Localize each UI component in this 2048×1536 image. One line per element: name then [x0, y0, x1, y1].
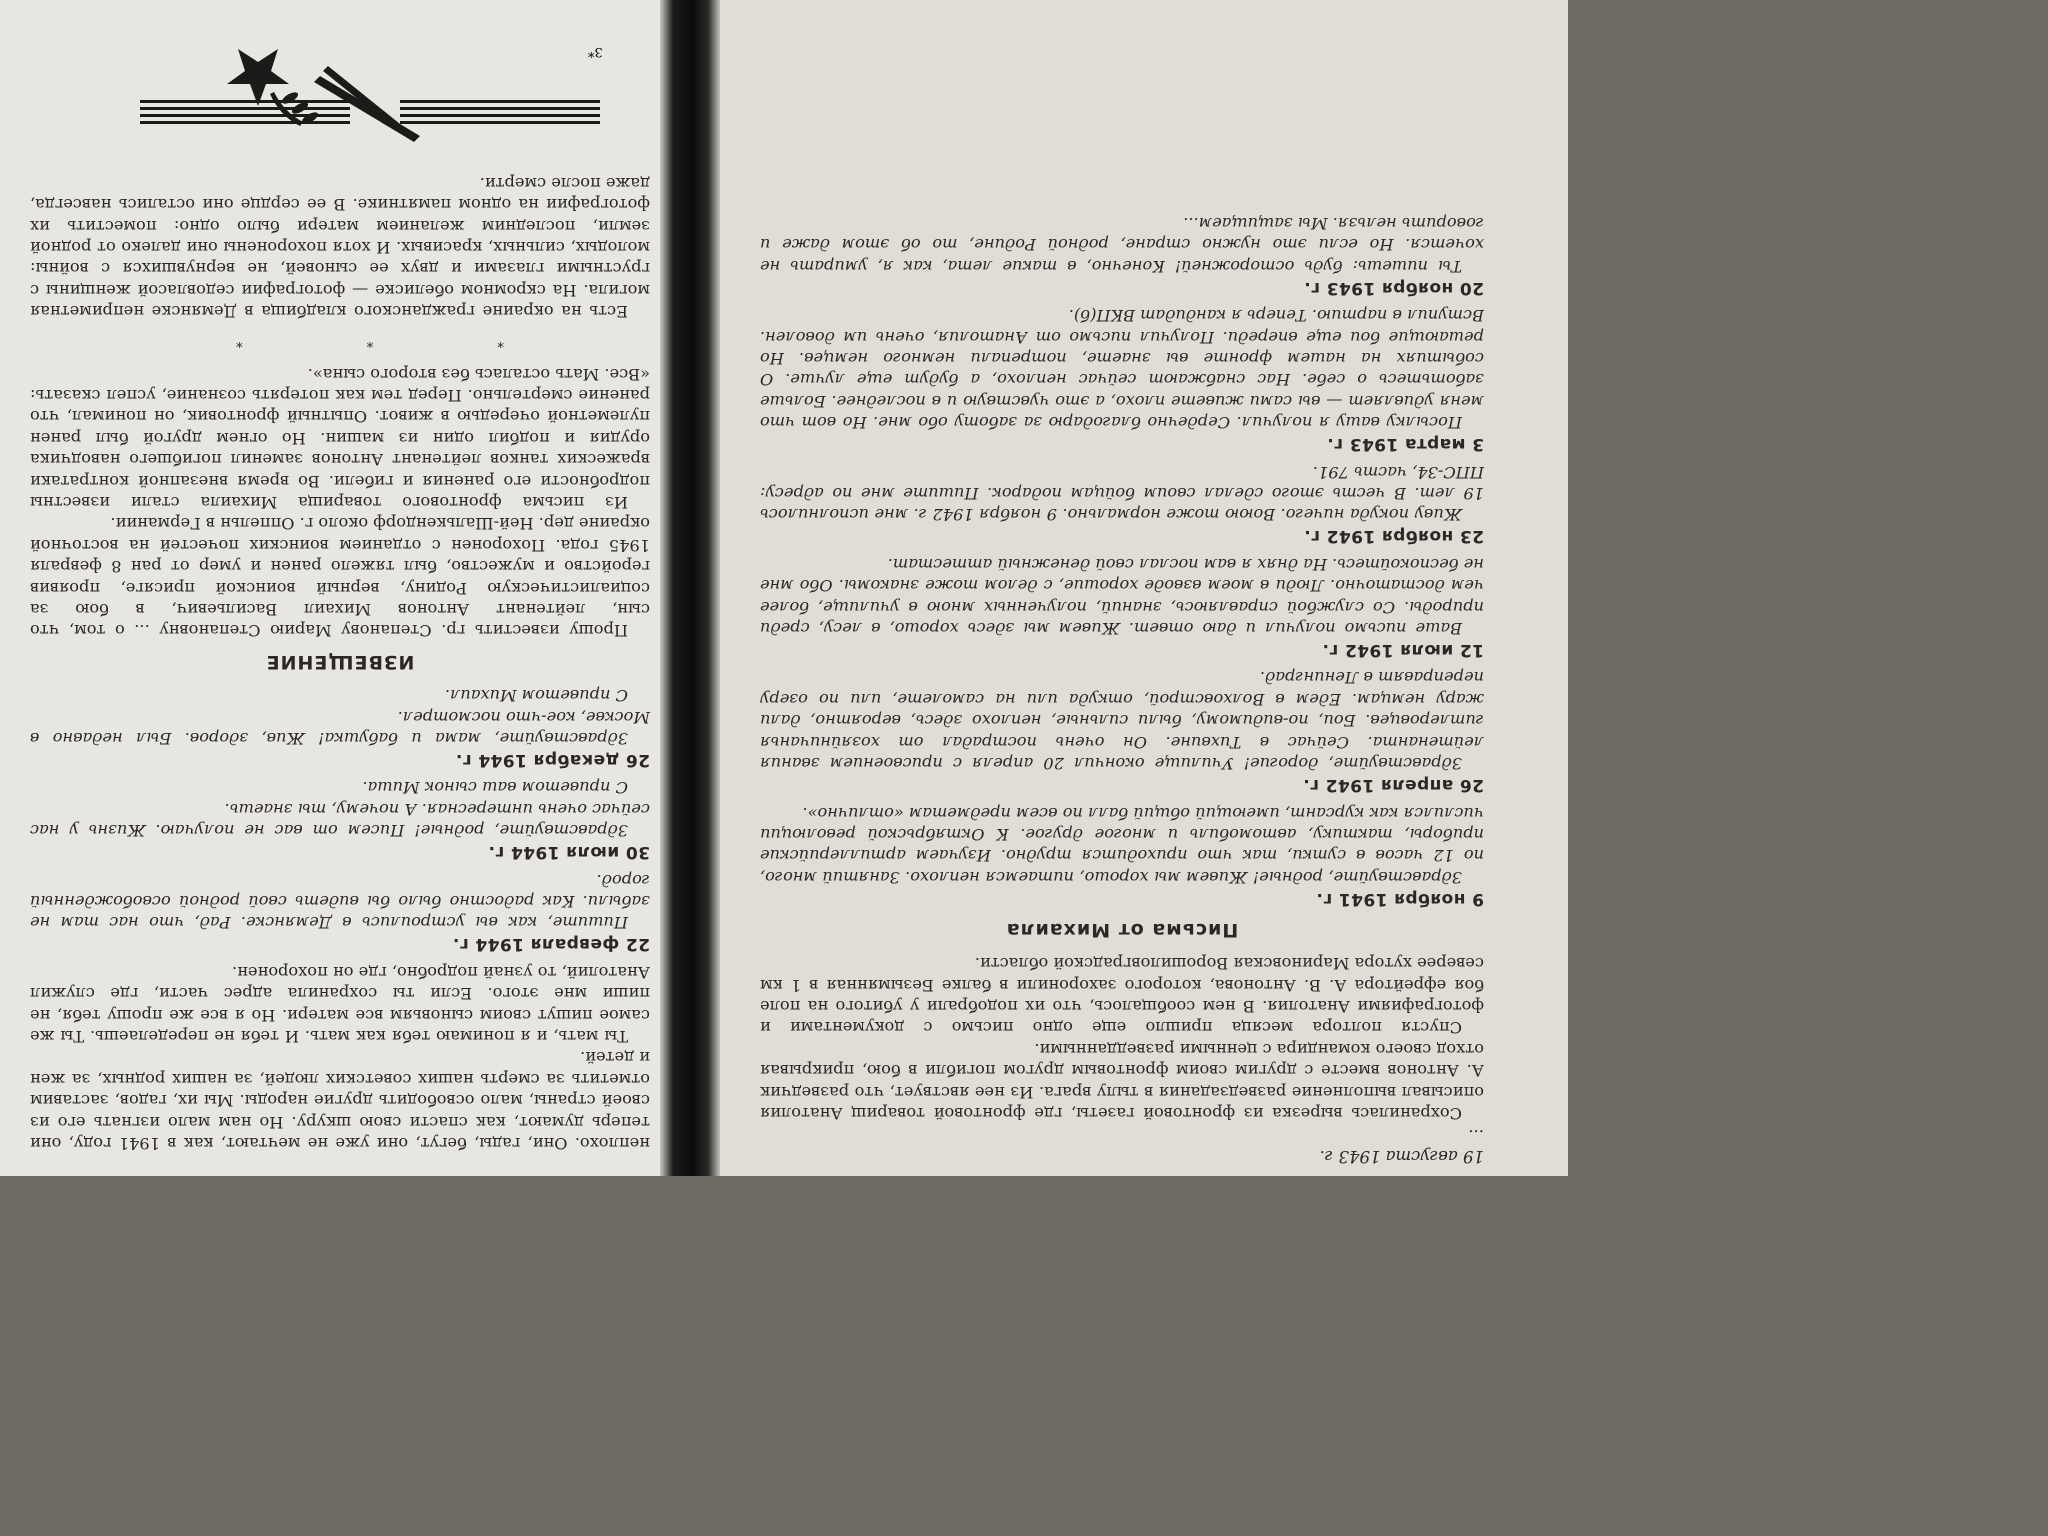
section-divider-stars: * * *	[176, 334, 504, 350]
letter-text: Здравствуйте, родные! Писем от вас не получаю. Жизнь у нас сейчас очень интересная. А почему, ты знаешь.	[30, 799, 650, 841]
letter-text: Ваше письмо получил и даю ответ. Живем мы здесь хорошо, в лесу, среди природы. Со службой справляюсь, знаний, полученных мною в училище, более чем достаточно. Люди в моем взводе хорошие, с делом тоже знакомы. Обо мне не беспокойтесь. На днях я вам послал свой денежный аттестат.	[760, 554, 1484, 639]
right-page-content	[720, 0, 1568, 1176]
left-top-para-1: неплохо. Они, гады, бегут, они уже не мечтают, как в 1941 году, они теперь думают, как спасти свою шкуру. Но нам мало изгнать его из своей страны, мало освободить другие народы. Мы их, гадов, заставим отметить за смерть наших советских людей, за наших родных, за жен и детей.	[30, 1048, 650, 1153]
right-para-1: Сохранилась вырезка из фронтовой газеты, где фронтовой товарищ Анатолия описывал выполнение разведзадания в тылу врага. Из нее явствует, что разведчик А. Антонов вместе с другим своим фронтовым другом погибли в бою, прикрывая отход своего командира с ценными разведданными.	[760, 1039, 1484, 1123]
letter-text: Живу покуда ничего. Воюю тоже нормально. 9 ноября 1942 г. мне исполнилось 19 лет. В честь этого сделал своим бойцам подарок. Пишите мне по адресу: ППС-34, часть 791.	[760, 462, 1484, 525]
letter-date: 9 ноября 1941 г.	[1316, 888, 1484, 909]
letter-date: 26 апреля 1942 г.	[1302, 775, 1484, 796]
letter-date: 30 июля 1944 г.	[488, 842, 650, 863]
letter-text: Здравствуйте, мама и бабушка! Жив, здоров. Был недавно в Москве, кое-что посмотрел.	[30, 707, 650, 749]
letter-text: Посылку вашу я получил. Сердечно благодарю за заботу обо мне. Но вот что меня удивляет — вы сами живете плохо, а это чувствую и в последнее. Больше заботьтесь о себе. Нас снабжают сейчас неплохо, а будут еще лучше. О событиях на нашем фронте вы знаете, потрепали немного немцев. Но решающие бои еще впереди. Получил письмо от Анатолия, очень им доволен. Вступил в партию. Теперь я кандидат ВКП(б).	[760, 306, 1484, 433]
letter-text: Здравствуйте, дорогие! Училище окончил 20 апреля с присвоением звания лейтенанта. Сейчас в Тихвине. Он очень пострадал от хозяйничанья гитлеровцев. Бои, по-видимому, были сильные, неплохо здесь, вероятно, дали жару немцам. Едем в Волховстрой, откуда или на самолете, или по озеру переправят в Ленинград.	[760, 668, 1484, 774]
right-para-2: Спустя полтора месяца пришло еще одно письмо с документами и фотографиями Анатолия. В нем сообщалось, что их подобрали у убитого на поле боя ефрейтора А. В. Антонова, которого захоронили в балке Безымянная в 1 км северее хутора Мариновская Ворошиловградской области.	[760, 954, 1484, 1038]
letter-date: 26 декабря 1944 г.	[455, 750, 650, 771]
letter-text: Ты пишешь: будь осторожней! Конечно, в такие лета, как я, умирать не хочется. Но если это нужно стране, родной Родине, то об этом даже и говорить нельзя. Мы защищаем...	[760, 214, 1484, 276]
page-number: 3*	[588, 44, 603, 59]
letter-date: 23 ноября 1942 г.	[1303, 526, 1484, 547]
left-page	[0, 0, 660, 1176]
letter-date: 12 июля 1942 г.	[1322, 640, 1484, 661]
letters-heading: Письма от Михаила	[1005, 918, 1239, 941]
left-page-content	[0, 0, 660, 1176]
letter-date: 3 марта 1943 г.	[1326, 434, 1484, 455]
letter-signature: С приветом Михаил.	[444, 686, 628, 706]
memorial-ornament-icon	[30, 42, 600, 146]
letter-date: 22 февраля 1944 г.	[452, 934, 650, 955]
right-top-line: ...	[1468, 1126, 1484, 1145]
left-top-para-2: Ты мать, и я понимаю тебя как мать. И тебя не переделаешь. Ты же самое пишут своим сыновьям все матери. Но я все же прошу тебя, не пиши мне этого. Если ты сохранила адрес части, где служил Анатолий, то узнай подробно, где он похоронен.	[30, 962, 650, 1046]
notice-heading: ИЗВЕЩЕНИЕ	[265, 651, 415, 674]
closing-text: Есть на окраине гражданского кладбища в Демянске неприметная могила. На скромном обелиске — фотографии седовласой женщины с грустными глазами и двух ее сыновей, не вернувшихся с войны: молодых, сильных, красивых. И хотя похоронены они далеко от родной земли, последним желанием матери было одно: поместить их фотографии на одном памятнике. В ее сердце они остались навсегда, даже после смерти.	[30, 173, 650, 322]
after-notice-text: Из письма фронтового товарища Михаила стали известны подробности его ранения и гибели. Во время внезапной контратаки вражеских танков лейтенант Антонов заменил погибшего наводчика орудия и подбил один из машин. Но огнем другой был ранен пулеметной очередью в живот. Опытный фронтовик, он понимал, что ранение смертельно. Перед тем как потерять сознание, успел сказать: «Все. Мать осталась без второго сына».	[30, 364, 650, 513]
letter-signature: С приветом ваш сынок Миша.	[362, 778, 628, 798]
letter-text: Здравствуйте, родные! Живем мы хорошо, питаемся неплохо. Занятий много, по 12 часов в сутки, так что приходится трудно. Изучаем артиллерийские приборы, тактику, автомобиль и многое другое. К Октябрьской революции числился как курсант, имеющий общий балл по всем предметам «отлично».	[760, 803, 1484, 887]
notice-text: Прошу известить гр. Степанову Марию Степановну ... о том, что сын, лейтенант Антонов Михаил Васильевич, в бою за социалистическую Родину, верный воинской присяге, проявив геройство и мужество, был тяжело ранен и умер от ран 8 февраля 1945 года. Похоронен с отданием воинских почестей на восточной окраине дер. Ней-Шалькендорф около г. Оппельн в Германии.	[30, 514, 650, 641]
right-top-date: 19 августа 1943 г.	[1319, 1147, 1484, 1166]
letter-date: 20 ноября 1943 г.	[1303, 277, 1484, 298]
letter-text: Пишите, как вы устроились в Демянске. Рад, что нас там не забыли. Как радостно было бы видеть свой родной освобожденный город.	[30, 870, 650, 933]
right-page	[720, 0, 1568, 1176]
book-gutter	[660, 0, 720, 1176]
